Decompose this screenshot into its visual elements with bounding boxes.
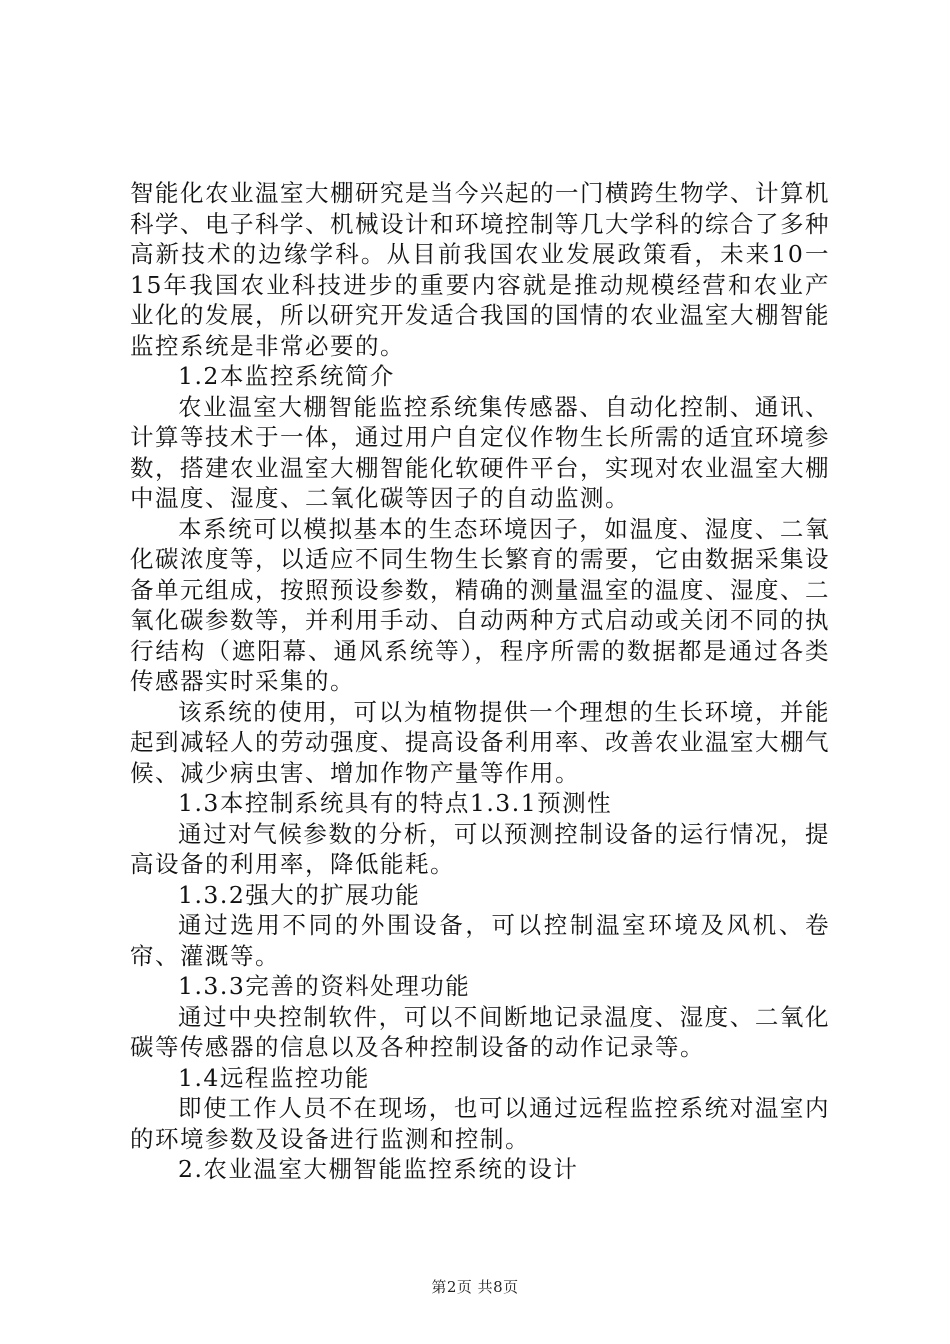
heading-1-3-3: 1.3.3完善的资料处理功能 [178, 972, 471, 1000]
paragraph-system-function: 本系统可以模拟基本的生态环境因子，如温度、湿度、二氧化碳浓度等，以适应不同生物生长繁育的需要，它由数据采集设备单元组成，按照预设参数，精确的测量温室的温度、湿度、二氧化碳参数等，并利用手动、自动两种方式启动或关闭不同的执行结构（遮阳幕、通风系统等），程序所需的数据都是通过各类传感器实时采集的。 [130, 514, 830, 695]
paragraph-prediction: 通过对气候参数的分析，可以预测控制设备的运行情况，提高设备的利用率，降低能耗。 [130, 819, 830, 878]
heading-1-4: 1.4远程监控功能 [178, 1063, 370, 1092]
paragraph-extension: 通过选用不同的外围设备，可以控制温室环境及风机、卷帘、灌溉等。 [130, 911, 830, 970]
heading-1-3-2: 1.3.2强大的扩展功能 [178, 880, 421, 909]
heading-2: 2.农业温室大棚智能监控系统的设计 [178, 1155, 579, 1183]
paragraph-intro: 智能化农业温室大棚研究是当今兴起的一门横跨生物学、计算机科学、电子科学、机械设计和环境控制等几大学科的综合了多种高新技术的边缘学科。从目前我国农业发展政策看，未来10一15年我国农业科技进步的重要内容就是推动规模经营和农业产业化的发展，所以研究开发适合我国的国情的农业温室大棚智能监控系统是非常必要的。 [130, 179, 830, 360]
paragraph-system-benefit: 该系统的使用，可以为植物提供一个理想的生长环境，并能起到减轻人的劳动强度、提高设备利用率、改善农业温室大棚气候、减少病虫害、增加作物产量等作用。 [130, 697, 830, 787]
paragraph-data-processing: 通过中央控制软件，可以不间断地记录温度、湿度、二氧化碳等传感器的信息以及各种控制设备的动作记录等。 [130, 1002, 830, 1061]
heading-1-3: 1.3本控制系统具有的特点1.3.1预测性 [178, 789, 613, 817]
body-text [130, 178, 830, 1185]
paragraph-remote-monitoring: 即使工作人员不在现场，也可以通过远程监控系统对温室内的环境参数及设备进行监测和控制。 [130, 1094, 830, 1153]
heading-1-2: 1.2本监控系统简介 [178, 362, 395, 390]
page-number-footer: 第2页 共8页 [431, 1278, 519, 1296]
paragraph-system-overview: 农业温室大棚智能监控系统集传感器、自动化控制、通讯、计算等技术于一体，通过用户自定仪作物生长所需的适宜环境参数，搭建农业温室大棚智能化软硬件平台，实现对农业温室大棚中温度、湿度、二氧化碳等因子的自动监测。 [130, 392, 830, 512]
